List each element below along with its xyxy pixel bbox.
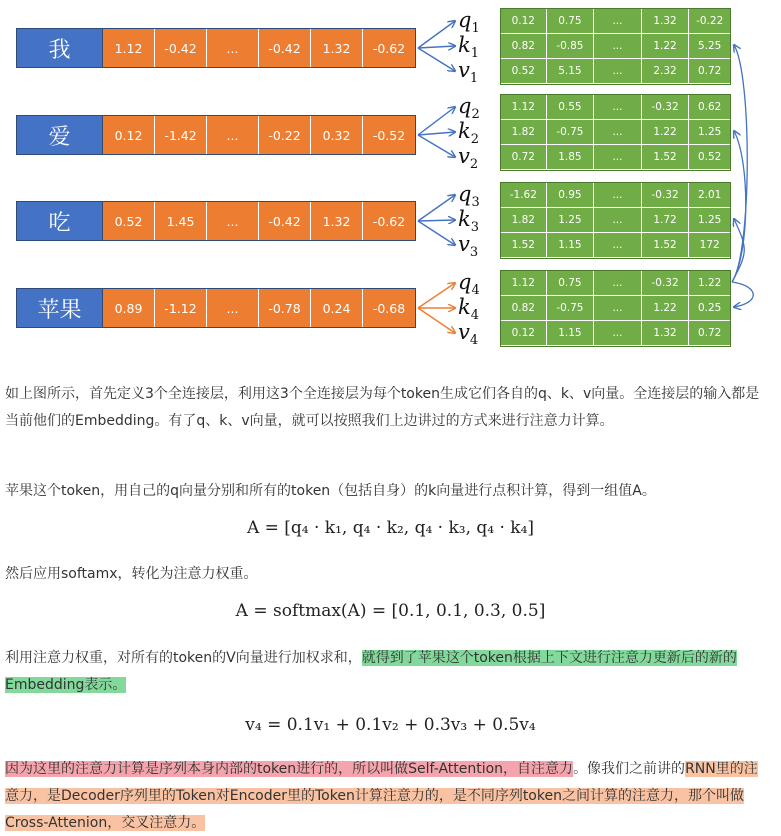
token-word: 爱 xyxy=(17,116,103,154)
k-vector-cell: 1.25 xyxy=(689,120,730,144)
token-to-q-arrow xyxy=(418,21,455,48)
formula-softmax: A = softmax(A) = [0.1, 0.1, 0.3, 0.5] xyxy=(235,601,546,621)
paragraph-weighted-sum xyxy=(5,645,771,699)
v-label-letter: v xyxy=(458,232,470,256)
v-vector-cell: ... xyxy=(594,233,642,257)
v-vector-cell: 0.52 xyxy=(689,145,730,169)
embedding-cell: -0.22 xyxy=(259,116,311,154)
k-label-subscript: 1 xyxy=(470,46,480,62)
qkv-group xyxy=(500,270,731,347)
v-vector-cell: 0.72 xyxy=(501,145,547,169)
token-to-v-arrow xyxy=(418,48,455,71)
token-to-v-arrow xyxy=(418,221,455,245)
embedding-cell: ... xyxy=(207,202,259,240)
q-vector-cell: ... xyxy=(594,271,642,295)
q-vector-cell: 1.32 xyxy=(642,9,690,33)
k-label-letter: k xyxy=(458,295,471,319)
k-vector-cell: 1.25 xyxy=(547,208,595,232)
q-vector-cell: ... xyxy=(594,183,642,207)
embedding-cell: -0.62 xyxy=(363,202,415,240)
self-attention-text: 。像我们之前讲的 xyxy=(573,761,686,777)
q-label-subscript: 2 xyxy=(471,107,480,123)
embedding-cell: -0.68 xyxy=(363,289,415,327)
q4-to-k1-arrow xyxy=(732,45,747,282)
k-vector-cell: 1.22 xyxy=(642,296,690,320)
q-vector-cell: 0.55 xyxy=(547,95,595,119)
v-vector-cell: 0.52 xyxy=(501,59,547,83)
embedding-cell: 1.12 xyxy=(103,29,155,67)
v-vector-cell: 2.32 xyxy=(642,59,690,83)
q-vector-cell: 1.12 xyxy=(501,271,547,295)
embedding-cell: 0.12 xyxy=(103,116,155,154)
token-word: 我 xyxy=(17,29,103,67)
v-vector-cell: 1.52 xyxy=(642,233,690,257)
q-label-letter: q xyxy=(458,270,472,294)
embedding-cell: -0.62 xyxy=(363,29,415,67)
v-vector-label xyxy=(458,232,478,265)
paragraph-dot-product: 苹果这个token，用自己的q向量分别和所有的token（包括自身）的k向量进行点积计算，得到一组值A。 xyxy=(5,483,656,499)
v-vector-cell: 1.85 xyxy=(547,145,595,169)
q-vector-cell: -0.32 xyxy=(642,183,690,207)
v-label-subscript: 2 xyxy=(469,157,479,173)
q-vector-row xyxy=(501,9,730,34)
k-label-subscript: 4 xyxy=(470,308,480,324)
embedding-cell: -1.12 xyxy=(155,289,207,327)
v-label-letter: v xyxy=(458,58,470,82)
q-vector-cell: 2.01 xyxy=(689,183,730,207)
k-vector-cell: -0.75 xyxy=(547,296,595,320)
q-vector-cell: 0.75 xyxy=(547,271,595,295)
token-to-q-arrow xyxy=(418,195,455,221)
paragraph-self-attention xyxy=(5,756,771,836)
v-vector-cell: 5.15 xyxy=(547,59,595,83)
q-label-subscript: 4 xyxy=(471,283,480,299)
v-vector-label xyxy=(458,144,478,177)
q-vector-cell: -0.32 xyxy=(642,95,690,119)
k-vector-row xyxy=(501,208,730,233)
v-vector-cell: 1.15 xyxy=(547,321,595,345)
k-vector-cell: 1.82 xyxy=(501,120,547,144)
qkv-group xyxy=(500,182,731,259)
v-vector-cell: ... xyxy=(594,321,642,345)
paragraph-fc-layers: 如上图所示，首先定义3个全连接层，利用这3个全连接层为每个token生成它们各自的q、k、v向量。全连接层的输入都是当前他们的Embedding。有了q、k、v向量，就可以按照我们上边讲过的方式来进行注意力计算。 xyxy=(5,386,760,429)
token-row xyxy=(16,288,416,328)
qkv-group xyxy=(500,8,731,85)
v-vector-cell: ... xyxy=(594,145,642,169)
token-to-v-arrow xyxy=(418,135,455,157)
highlight-self-attention: 因为这里的注意力计算是序列本身内部的token进行的，所以叫做Self-Attention，自注意力 xyxy=(5,761,574,777)
q4-to-k4-arrow xyxy=(732,282,753,307)
k-vector-row xyxy=(501,120,730,145)
embedding-cell: ... xyxy=(207,289,259,327)
k-vector-cell: -0.85 xyxy=(547,34,595,58)
v-vector-label xyxy=(458,320,478,353)
q-vector-cell: 0.75 xyxy=(547,9,595,33)
v-vector-cell: 0.72 xyxy=(689,321,730,345)
weighted-sum-text: 利用注意力权重，对所有的token的V向量进行加权求和， xyxy=(5,650,362,666)
highlight-new-embedding: 就得到了苹果这个token根据上下文进行注意力更新后的新的Embedding表示。 xyxy=(5,650,737,693)
v-vector-cell: 1.15 xyxy=(547,233,595,257)
q-vector-row xyxy=(501,95,730,120)
highlight-cross-attention: RNN里的注意力，是Decoder序列里的Token对Encoder里的Token计算注意力的，是不同序列token之间计算的注意力，那个叫做Cross-Attenion，交叉注意力。 xyxy=(5,761,758,831)
v-vector-cell: 0.72 xyxy=(689,59,730,83)
q-vector-cell: 1.22 xyxy=(689,271,730,295)
token-row xyxy=(16,28,416,68)
attention-figure xyxy=(0,0,781,355)
k-vector-cell: 1.22 xyxy=(642,34,690,58)
embedding-cell: 0.52 xyxy=(103,202,155,240)
token-to-k-arrow xyxy=(418,132,455,135)
q-vector-cell: 1.12 xyxy=(501,95,547,119)
k-vector-cell: ... xyxy=(594,296,642,320)
embedding-cell: 0.32 xyxy=(311,116,363,154)
embedding-cell: -0.52 xyxy=(363,116,415,154)
embedding-cell: -0.78 xyxy=(259,289,311,327)
embedding-cell: ... xyxy=(207,29,259,67)
v-vector-row xyxy=(501,233,730,258)
v-vector-label xyxy=(458,58,478,91)
q-label-letter: q xyxy=(458,8,472,32)
k-label-subscript: 3 xyxy=(470,220,480,236)
embedding-cell: -0.42 xyxy=(259,202,311,240)
q-vector-cell: 0.12 xyxy=(501,9,547,33)
k-vector-row xyxy=(501,296,730,321)
formula-new-v4: v₄ = 0.1v₁ + 0.1v₂ + 0.3v₃ + 0.5v₄ xyxy=(245,715,536,735)
k-vector-cell: ... xyxy=(594,34,642,58)
v-label-subscript: 4 xyxy=(469,333,479,349)
embedding-cell: 1.32 xyxy=(311,29,363,67)
k-label-letter: k xyxy=(458,119,471,143)
embedding-cell: 0.24 xyxy=(311,289,363,327)
k-vector-cell: ... xyxy=(594,120,642,144)
v-vector-cell: 1.52 xyxy=(642,145,690,169)
token-to-q-arrow xyxy=(418,107,455,135)
v-vector-cell: 1.32 xyxy=(642,321,690,345)
embedding-cell: -0.42 xyxy=(259,29,311,67)
q-label-letter: q xyxy=(458,182,472,206)
k-vector-cell: 1.25 xyxy=(689,208,730,232)
q-vector-cell: -1.62 xyxy=(501,183,547,207)
token-to-v-arrow xyxy=(418,308,455,333)
v-vector-cell: 0.12 xyxy=(501,321,547,345)
v-label-subscript: 3 xyxy=(469,245,479,261)
v-vector-row xyxy=(501,321,730,346)
token-to-k-arrow xyxy=(418,46,455,48)
k-vector-cell: -0.75 xyxy=(547,120,595,144)
q-label-subscript: 3 xyxy=(471,195,480,211)
k-vector-cell: 0.82 xyxy=(501,34,547,58)
k-vector-cell: ... xyxy=(594,208,642,232)
paragraph-softmax: 然后应用softamx，转化为注意力权重。 xyxy=(5,566,258,582)
embedding-cell: -1.42 xyxy=(155,116,207,154)
q-label-letter: q xyxy=(458,94,472,118)
v-vector-cell: 172 xyxy=(689,233,730,257)
qkv-group xyxy=(500,94,731,171)
v-label-letter: v xyxy=(458,320,470,344)
token-word: 吃 xyxy=(17,202,103,240)
token-to-q-arrow xyxy=(418,283,455,308)
q-vector-cell: -0.22 xyxy=(689,9,730,33)
q-vector-cell: -0.32 xyxy=(642,271,690,295)
q-vector-cell: 0.95 xyxy=(547,183,595,207)
v-vector-cell: ... xyxy=(594,59,642,83)
k-label-letter: k xyxy=(458,33,471,57)
token-row xyxy=(16,201,416,241)
v-vector-row xyxy=(501,145,730,170)
token-to-k-arrow xyxy=(418,220,455,221)
embedding-cell: 0.89 xyxy=(103,289,155,327)
embedding-cell: ... xyxy=(207,116,259,154)
q-vector-cell: ... xyxy=(594,9,642,33)
k-vector-cell: 1.22 xyxy=(642,120,690,144)
embedding-cell: -0.42 xyxy=(155,29,207,67)
q-vector-cell: ... xyxy=(594,95,642,119)
v-vector-cell: 1.52 xyxy=(501,233,547,257)
token-word: 苹果 xyxy=(17,289,103,327)
token-row xyxy=(16,115,416,155)
k-vector-cell: 0.25 xyxy=(689,296,730,320)
k-vector-row xyxy=(501,34,730,59)
q-vector-row xyxy=(501,183,730,208)
formula-scores: A = [q₄ · k₁, q₄ · k₂, q₄ · k₃, q₄ · k₄] xyxy=(246,518,535,538)
k-label-letter: k xyxy=(458,207,471,231)
q4-to-k2-arrow xyxy=(732,131,746,282)
k-vector-cell: 1.82 xyxy=(501,208,547,232)
q-label-subscript: 1 xyxy=(471,21,480,37)
embedding-cell: 1.45 xyxy=(155,202,207,240)
q-vector-cell: 0.62 xyxy=(689,95,730,119)
v-label-letter: v xyxy=(458,144,470,168)
q-vector-row xyxy=(501,271,730,296)
k-label-subscript: 2 xyxy=(470,132,480,148)
v-vector-row xyxy=(501,59,730,84)
k-vector-cell: 5.25 xyxy=(689,34,730,58)
k-vector-cell: 0.82 xyxy=(501,296,547,320)
v-label-subscript: 1 xyxy=(469,71,479,87)
embedding-cell: 1.32 xyxy=(311,202,363,240)
k-vector-cell: 1.72 xyxy=(642,208,690,232)
